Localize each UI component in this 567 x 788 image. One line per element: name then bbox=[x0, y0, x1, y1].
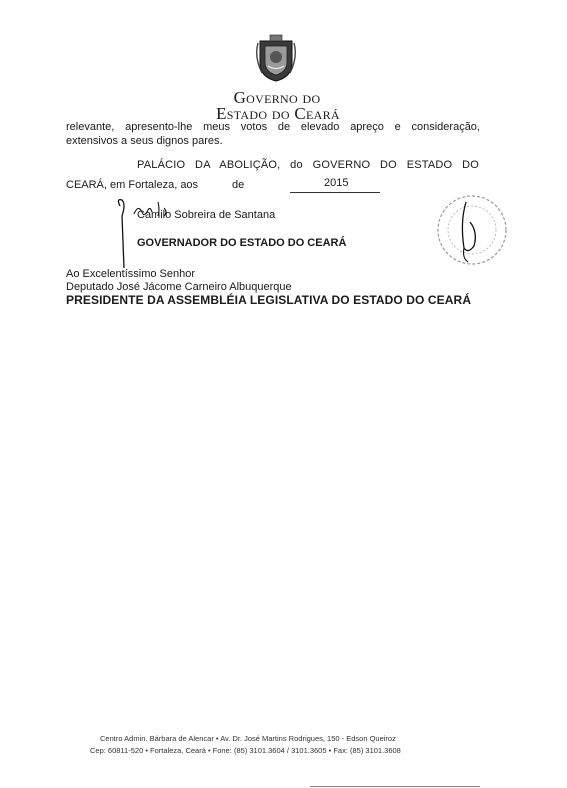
date-de: de bbox=[232, 179, 245, 191]
signer-name: Camilo Sobreira de Santana bbox=[137, 209, 276, 221]
paragraph-1-line-2: extensivos a seus dignos pares. bbox=[66, 135, 223, 147]
footer-address-line-2: Cep: 60811-520 • Fortaleza, Ceará • Fone: (85) 3101.3604 / 3101.3605 • Fax: (85) 3101.3608 bbox=[90, 746, 401, 755]
addressee-salutation: Ao Excelentíssimo Senhor bbox=[66, 268, 196, 280]
state-crest-icon bbox=[254, 33, 298, 83]
header-line-1: Governo do bbox=[233, 88, 321, 107]
paragraph-1-line-1: relevante, apresento-lhe meus votos de elevado apreço e consideração, bbox=[66, 121, 480, 133]
date-year: 2015 bbox=[324, 177, 349, 189]
footer-divider bbox=[310, 786, 480, 787]
paragraph-2-line-2: CEARÁ, em Fortaleza, aos bbox=[66, 179, 199, 191]
paragraph-2-line-1: PALÁCIO DA ABOLIÇÃO, do GOVERNO DO ESTADO DO bbox=[137, 159, 479, 171]
date-underline bbox=[290, 192, 380, 193]
handwritten-signature bbox=[112, 196, 172, 272]
addressee-name: Deputado José Jácome Carneiro Albuquerque bbox=[66, 281, 292, 293]
addressee-title: PRESIDENTE DA ASSEMBLÉIA LEGISLATIVA DO ESTADO DO CEARÁ bbox=[66, 293, 472, 307]
signer-title: GOVERNADOR DO ESTADO DO CEARÁ bbox=[137, 237, 347, 249]
header-line-2: Estado do Ceará bbox=[216, 104, 340, 123]
official-stamp bbox=[434, 192, 510, 268]
footer-address-line-1: Centro Admin. Bárbara de Alencar • Av. Dr. José Martins Rodrigues, 150 - Edson Queiroz bbox=[100, 734, 396, 743]
